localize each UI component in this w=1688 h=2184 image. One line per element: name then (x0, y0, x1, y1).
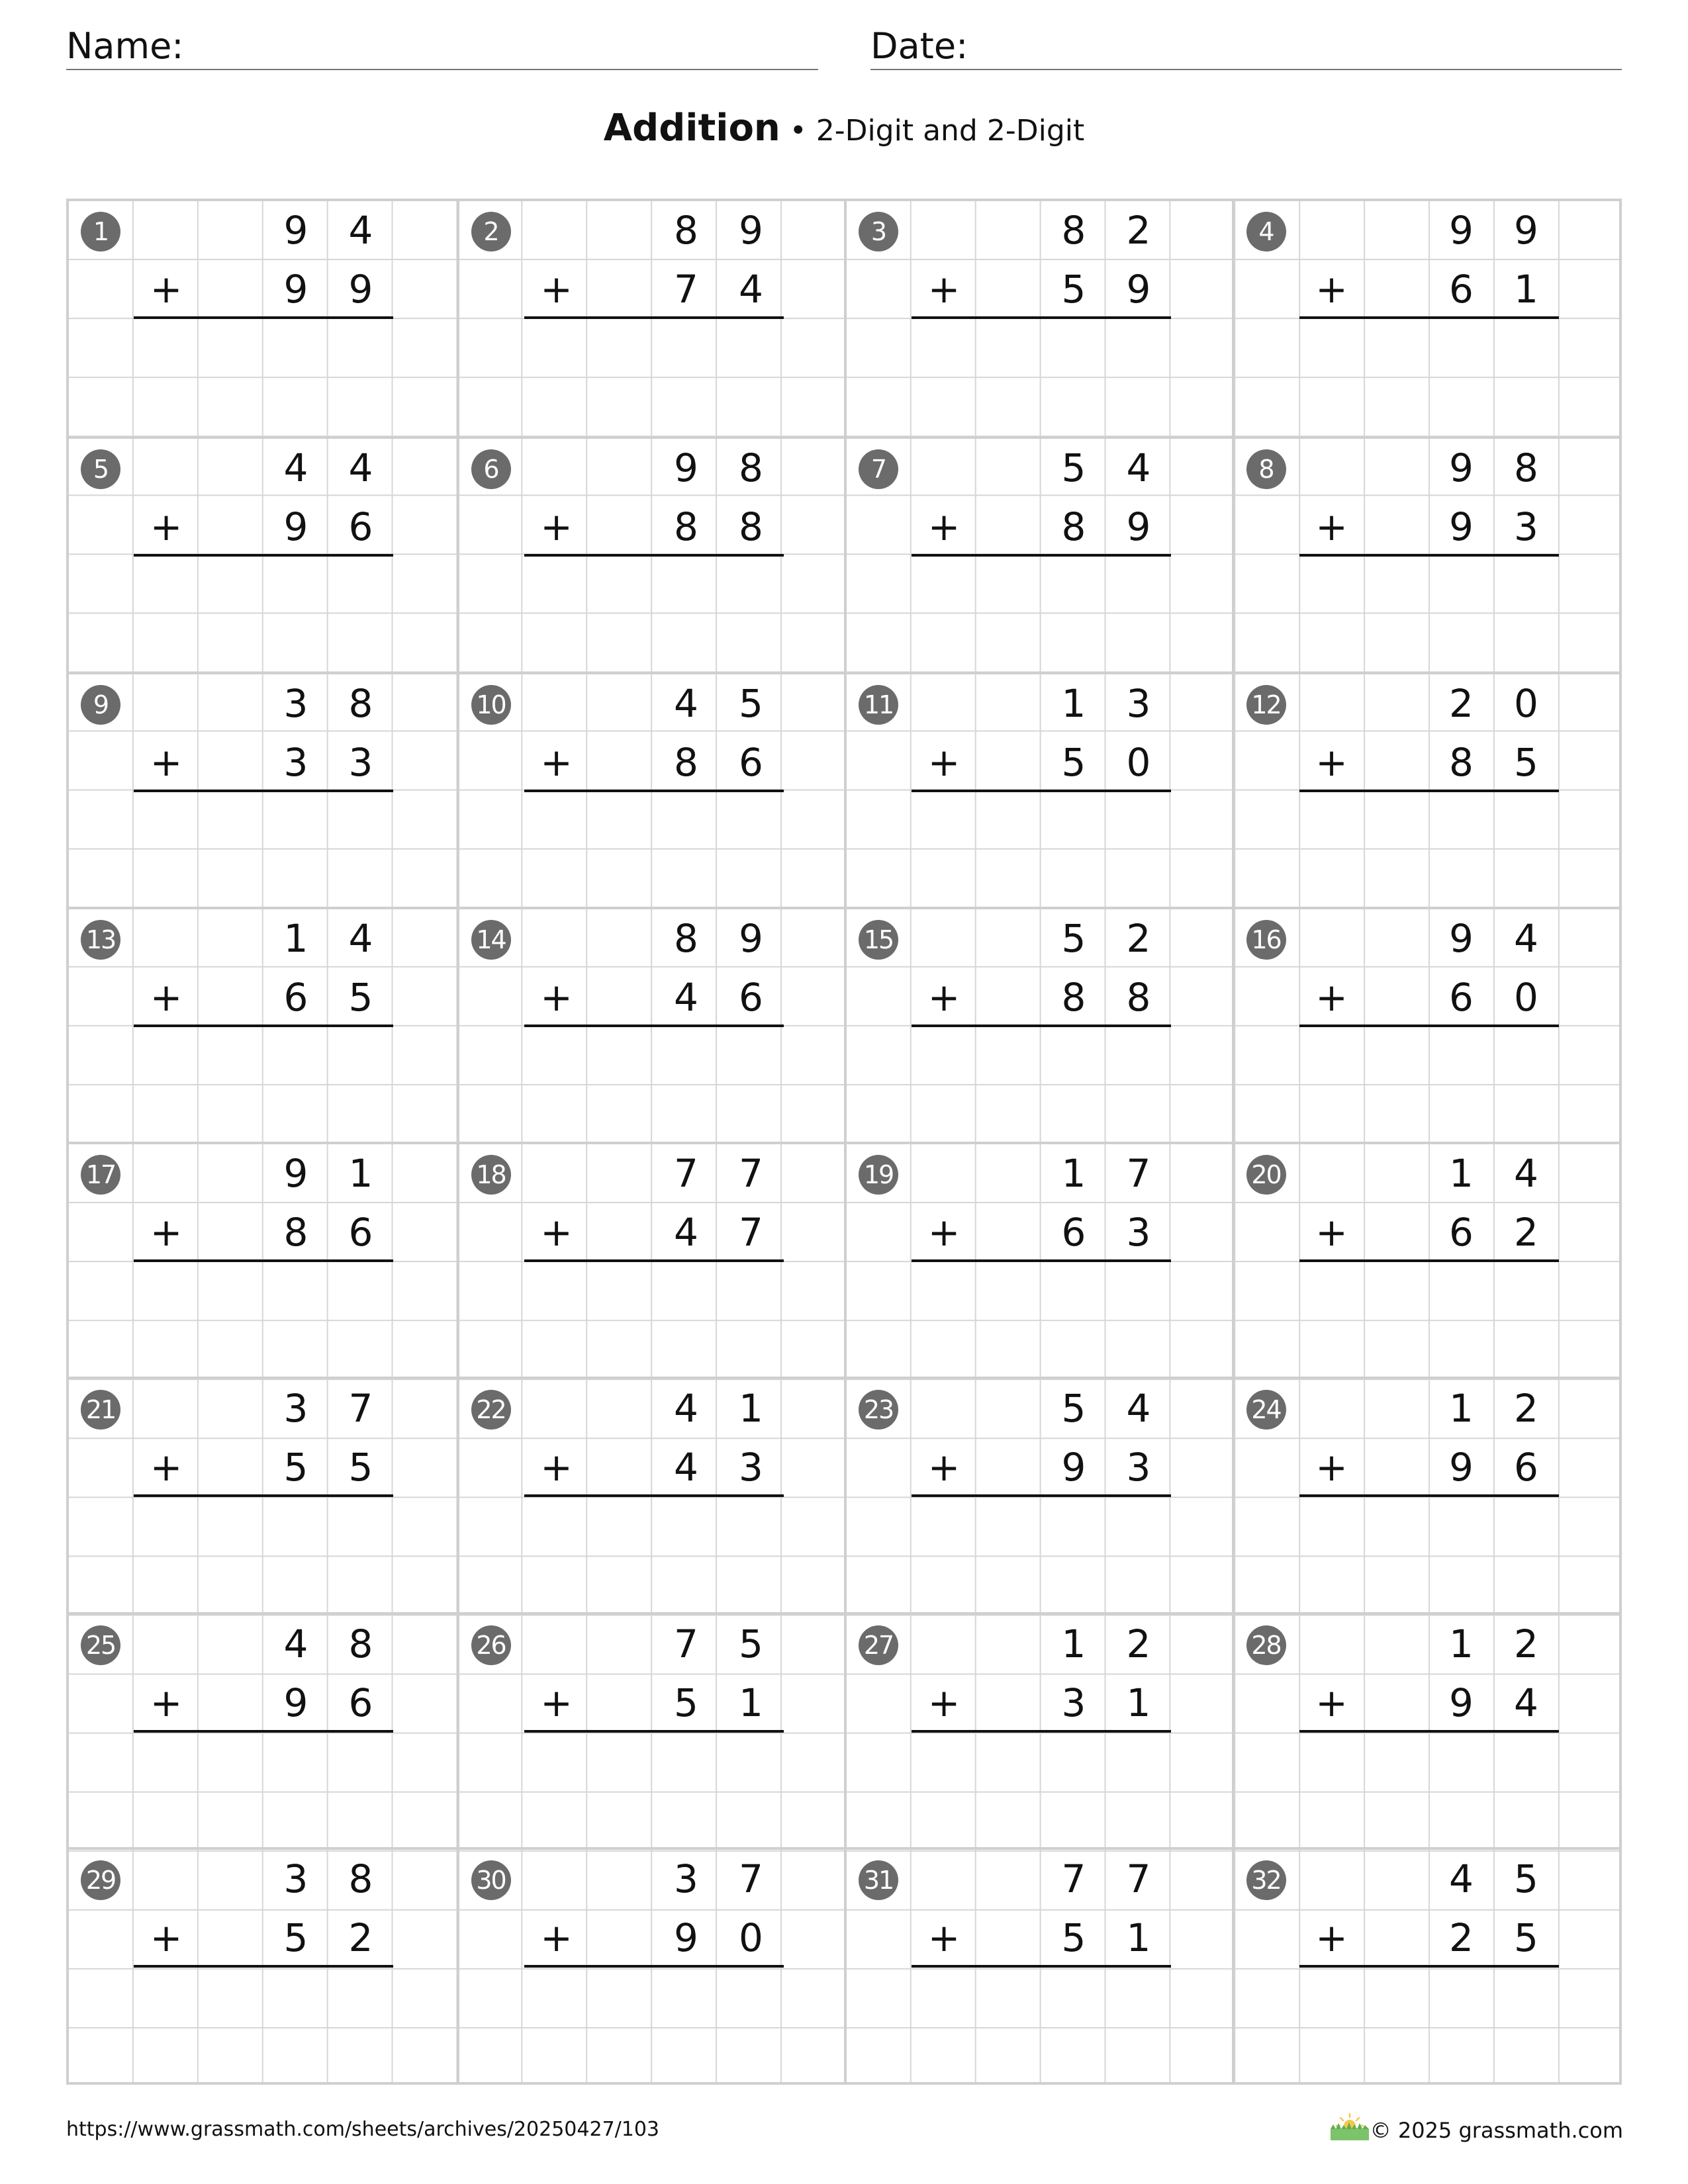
addend-top-tens-digit: 2 (1449, 680, 1474, 726)
addend-bottom-ones-digit: 3 (348, 739, 373, 785)
addend-top-ones-digit: 7 (739, 1151, 763, 1196)
answer-line (1299, 1730, 1559, 1733)
addend-top-tens-digit: 9 (1449, 208, 1474, 253)
problem-number-badge: 26 (471, 1625, 511, 1665)
addend-top-tens-digit: 4 (674, 680, 698, 726)
addend-top-ones-digit: 4 (348, 915, 373, 961)
answer-line (1299, 316, 1559, 319)
addend-bottom-ones-digit: 6 (739, 974, 763, 1020)
plus-sign: + (540, 1210, 573, 1255)
problem-number-badge: 25 (81, 1625, 120, 1665)
addend-bottom-ones-digit: 8 (1126, 974, 1151, 1020)
addend-top-tens-digit: 1 (1061, 1621, 1086, 1666)
plus-sign: + (927, 504, 961, 550)
answer-line (1299, 1259, 1559, 1262)
answer-line (912, 790, 1171, 792)
problem-number-badge: 18 (471, 1155, 511, 1195)
answer-line (524, 1730, 784, 1733)
addend-bottom-tens-digit: 9 (1449, 1680, 1474, 1725)
plus-sign: + (540, 267, 573, 312)
addend-top-tens-digit: 1 (1449, 1386, 1474, 1432)
answer-line (912, 1730, 1171, 1733)
problem-31 (844, 1847, 1233, 2083)
plus-sign: + (150, 1210, 183, 1255)
addend-top-tens-digit: 1 (1061, 680, 1086, 726)
addend-bottom-ones-digit: 4 (739, 267, 763, 312)
addend-top-tens-digit: 1 (1061, 1151, 1086, 1196)
addend-bottom-tens-digit: 8 (283, 1210, 308, 1255)
problem-32 (1232, 1847, 1621, 2083)
problem-12 (1232, 672, 1621, 907)
addend-top-ones-digit: 2 (1514, 1621, 1538, 1666)
addend-bottom-tens-digit: 9 (1449, 504, 1474, 550)
plus-sign: + (540, 1680, 573, 1725)
problem-4 (1232, 201, 1621, 437)
addend-bottom-ones-digit: 6 (348, 1680, 373, 1725)
addend-top-tens-digit: 8 (674, 208, 698, 253)
title-main: Addition (603, 107, 780, 150)
name-label: Name: (66, 25, 184, 67)
addend-bottom-tens-digit: 8 (1061, 974, 1086, 1020)
addend-bottom-ones-digit: 1 (1126, 1680, 1151, 1725)
plus-sign: + (150, 267, 183, 312)
problem-27 (844, 1612, 1233, 1848)
answer-line (912, 316, 1171, 319)
addend-top-tens-digit: 4 (1449, 1856, 1474, 1901)
problem-number-badge: 30 (471, 1860, 511, 1900)
answer-line (524, 1259, 784, 1262)
addend-top-ones-digit: 5 (739, 1621, 763, 1666)
addend-bottom-tens-digit: 5 (1061, 1915, 1086, 1960)
answer-line (524, 1965, 784, 1968)
answer-line (134, 1965, 393, 1968)
addend-top-ones-digit: 4 (348, 208, 373, 253)
problem-15 (844, 907, 1233, 1142)
answer-line (912, 1965, 1171, 1968)
problem-number-badge: 28 (1246, 1625, 1286, 1665)
problem-25 (69, 1612, 458, 1848)
worksheet-header (66, 24, 1622, 70)
problem-number-badge: 19 (859, 1155, 898, 1195)
addend-bottom-ones-digit: 3 (739, 1445, 763, 1490)
plus-sign: + (1315, 1915, 1348, 1960)
addend-top-ones-digit: 4 (348, 445, 373, 491)
addend-bottom-ones-digit: 3 (1126, 1445, 1151, 1490)
addend-top-tens-digit: 1 (283, 915, 308, 961)
plus-sign: + (540, 974, 573, 1020)
plus-sign: + (1315, 1445, 1348, 1490)
addend-top-ones-digit: 5 (1514, 1856, 1538, 1901)
plus-sign: + (927, 1680, 961, 1725)
problem-18 (457, 1142, 846, 1377)
addend-top-ones-digit: 2 (1126, 915, 1151, 961)
addend-bottom-ones-digit: 5 (348, 974, 373, 1020)
addend-bottom-tens-digit: 9 (283, 267, 308, 312)
plus-sign: + (540, 739, 573, 785)
addend-bottom-ones-digit: 0 (739, 1915, 763, 1960)
addend-bottom-tens-digit: 7 (674, 267, 698, 312)
problem-7 (844, 436, 1233, 672)
addend-top-tens-digit: 1 (1449, 1151, 1474, 1196)
addend-bottom-tens-digit: 2 (1449, 1915, 1474, 1960)
addend-bottom-tens-digit: 6 (1449, 267, 1474, 312)
addend-top-ones-digit: 9 (739, 208, 763, 253)
problem-9 (69, 672, 458, 907)
addend-bottom-tens-digit: 4 (674, 1445, 698, 1490)
problem-number-badge: 11 (859, 685, 898, 725)
problem-1 (69, 201, 458, 437)
addend-top-ones-digit: 8 (348, 1621, 373, 1666)
plus-sign: + (927, 267, 961, 312)
addend-top-ones-digit: 2 (1126, 208, 1151, 253)
answer-line (524, 554, 784, 557)
addend-bottom-ones-digit: 9 (1126, 504, 1151, 550)
addend-bottom-ones-digit: 6 (1514, 1445, 1538, 1490)
answer-line (912, 1494, 1171, 1497)
answer-line (524, 790, 784, 792)
addend-top-tens-digit: 9 (1449, 915, 1474, 961)
problem-23 (844, 1377, 1233, 1612)
addend-bottom-tens-digit: 5 (283, 1445, 308, 1490)
date-field[interactable] (870, 24, 1622, 70)
problem-17 (69, 1142, 458, 1377)
footer-url: https://www.grassmath.com/sheets/archives/20250427/103 (66, 2118, 660, 2141)
problem-8 (1232, 436, 1621, 672)
addend-bottom-ones-digit: 9 (348, 267, 373, 312)
plus-sign: + (927, 1445, 961, 1490)
addend-top-tens-digit: 5 (1061, 1386, 1086, 1432)
answer-line (1299, 1494, 1559, 1497)
addend-top-tens-digit: 9 (1449, 445, 1474, 491)
addend-top-tens-digit: 8 (1061, 208, 1086, 253)
addend-bottom-tens-digit: 5 (674, 1680, 698, 1725)
answer-line (1299, 1965, 1559, 1968)
addend-top-ones-digit: 8 (739, 445, 763, 491)
plus-sign: + (150, 504, 183, 550)
problem-number-badge: 10 (471, 685, 511, 725)
addend-top-ones-digit: 2 (1514, 1386, 1538, 1432)
addend-top-tens-digit: 4 (283, 445, 308, 491)
addend-bottom-ones-digit: 0 (1514, 974, 1538, 1020)
plus-sign: + (1315, 974, 1348, 1020)
answer-line (134, 1024, 393, 1027)
addend-bottom-tens-digit: 9 (1449, 1445, 1474, 1490)
addend-bottom-tens-digit: 4 (674, 1210, 698, 1255)
addend-top-ones-digit: 8 (348, 1856, 373, 1901)
addend-top-ones-digit: 4 (1514, 915, 1538, 961)
answer-line (134, 790, 393, 792)
problem-grid (66, 199, 1622, 2085)
addend-top-ones-digit: 2 (1126, 1621, 1151, 1666)
addend-bottom-tens-digit: 9 (1061, 1445, 1086, 1490)
addend-bottom-tens-digit: 5 (1061, 739, 1086, 785)
answer-line (134, 316, 393, 319)
addend-bottom-ones-digit: 2 (1514, 1210, 1538, 1255)
addend-top-tens-digit: 7 (674, 1151, 698, 1196)
addend-top-tens-digit: 9 (283, 208, 308, 253)
problem-number-badge: 13 (81, 920, 120, 960)
problem-28 (1232, 1612, 1621, 1848)
answer-line (1299, 790, 1559, 792)
problem-number-badge: 22 (471, 1390, 511, 1430)
addend-top-ones-digit: 9 (1514, 208, 1538, 253)
worksheet-title (0, 102, 1688, 163)
addend-bottom-tens-digit: 5 (1061, 267, 1086, 312)
problem-number-badge: 4 (1246, 212, 1286, 251)
addend-bottom-ones-digit: 8 (739, 504, 763, 550)
addend-top-ones-digit: 7 (348, 1386, 373, 1432)
problem-number-badge: 14 (471, 920, 511, 960)
addend-top-tens-digit: 3 (283, 1386, 308, 1432)
answer-line (134, 1730, 393, 1733)
footer-copyright: © 2025 grassmath.com (1370, 2118, 1623, 2143)
plus-sign: + (1315, 1210, 1348, 1255)
answer-line (524, 1024, 784, 1027)
problem-number-badge: 9 (81, 685, 120, 725)
problem-11 (844, 672, 1233, 907)
addend-top-ones-digit: 8 (348, 680, 373, 726)
addend-top-tens-digit: 1 (1449, 1621, 1474, 1666)
addend-bottom-ones-digit: 6 (739, 739, 763, 785)
addend-top-ones-digit: 7 (1126, 1151, 1151, 1196)
plus-sign: + (1315, 267, 1348, 312)
problem-2 (457, 201, 846, 437)
problem-number-badge: 16 (1246, 920, 1286, 960)
addend-top-tens-digit: 3 (283, 680, 308, 726)
problem-26 (457, 1612, 846, 1848)
addend-bottom-tens-digit: 9 (674, 1915, 698, 1960)
addend-top-ones-digit: 4 (1126, 445, 1151, 491)
addend-bottom-tens-digit: 8 (1061, 504, 1086, 550)
addend-top-tens-digit: 5 (1061, 915, 1086, 961)
answer-line (1299, 554, 1559, 557)
addend-bottom-tens-digit: 8 (1449, 739, 1474, 785)
plus-sign: + (927, 974, 961, 1020)
problem-number-badge: 5 (81, 449, 120, 489)
addend-top-tens-digit: 3 (283, 1856, 308, 1901)
addend-top-ones-digit: 0 (1514, 680, 1538, 726)
plus-sign: + (150, 974, 183, 1020)
addend-top-ones-digit: 1 (348, 1151, 373, 1196)
date-label: Date: (870, 25, 968, 67)
answer-line (912, 1259, 1171, 1262)
addend-bottom-tens-digit: 6 (1449, 974, 1474, 1020)
addend-top-ones-digit: 4 (1126, 1386, 1151, 1432)
addend-bottom-tens-digit: 4 (674, 974, 698, 1020)
problem-number-badge: 27 (859, 1625, 898, 1665)
addend-bottom-tens-digit: 8 (674, 739, 698, 785)
name-field[interactable] (66, 24, 818, 70)
addend-bottom-ones-digit: 3 (1514, 504, 1538, 550)
answer-line (524, 1494, 784, 1497)
addend-bottom-ones-digit: 6 (348, 504, 373, 550)
title-subtitle: • 2-Digit and 2-Digit (780, 114, 1085, 148)
addend-top-ones-digit: 9 (739, 915, 763, 961)
addend-bottom-ones-digit: 5 (1514, 1915, 1538, 1960)
addend-top-ones-digit: 5 (739, 680, 763, 726)
problem-number-badge: 31 (859, 1860, 898, 1900)
problem-number-badge: 1 (81, 212, 120, 251)
problem-number-badge: 12 (1246, 685, 1286, 725)
addend-bottom-ones-digit: 1 (1126, 1915, 1151, 1960)
problem-13 (69, 907, 458, 1142)
addend-top-tens-digit: 5 (1061, 445, 1086, 491)
problem-19 (844, 1142, 1233, 1377)
addend-bottom-tens-digit: 8 (674, 504, 698, 550)
problem-14 (457, 907, 846, 1142)
answer-line (912, 554, 1171, 557)
addend-bottom-ones-digit: 5 (1514, 739, 1538, 785)
addend-bottom-ones-digit: 7 (739, 1210, 763, 1255)
addend-bottom-tens-digit: 9 (283, 504, 308, 550)
addend-bottom-tens-digit: 9 (283, 1680, 308, 1725)
addend-bottom-ones-digit: 3 (1126, 1210, 1151, 1255)
addend-top-tens-digit: 3 (674, 1856, 698, 1901)
plus-sign: + (540, 1915, 573, 1960)
addend-top-ones-digit: 1 (739, 1386, 763, 1432)
grass-sun-logo-icon (1327, 2109, 1373, 2142)
problem-number-badge: 7 (859, 449, 898, 489)
problem-24 (1232, 1377, 1621, 1612)
problem-20 (1232, 1142, 1621, 1377)
plus-sign: + (150, 739, 183, 785)
plus-sign: + (150, 1445, 183, 1490)
addend-bottom-tens-digit: 3 (1061, 1680, 1086, 1725)
problem-number-badge: 20 (1246, 1155, 1286, 1195)
addend-top-tens-digit: 9 (283, 1151, 308, 1196)
plus-sign: + (927, 739, 961, 785)
addend-top-tens-digit: 8 (674, 915, 698, 961)
plus-sign: + (927, 1915, 961, 1960)
addend-bottom-tens-digit: 3 (283, 739, 308, 785)
plus-sign: + (927, 1210, 961, 1255)
answer-line (134, 1494, 393, 1497)
problem-number-badge: 3 (859, 212, 898, 251)
addend-top-ones-digit: 4 (1514, 1151, 1538, 1196)
problem-6 (457, 436, 846, 672)
problem-number-badge: 24 (1246, 1390, 1286, 1430)
plus-sign: + (150, 1915, 183, 1960)
problem-number-badge: 2 (471, 212, 511, 251)
addend-bottom-ones-digit: 4 (1514, 1680, 1538, 1725)
problem-number-badge: 21 (81, 1390, 120, 1430)
problem-number-badge: 15 (859, 920, 898, 960)
addend-bottom-ones-digit: 2 (348, 1915, 373, 1960)
problem-number-badge: 29 (81, 1860, 120, 1900)
plus-sign: + (1315, 739, 1348, 785)
problem-number-badge: 32 (1246, 1860, 1286, 1900)
problem-29 (69, 1847, 458, 2083)
plus-sign: + (150, 1680, 183, 1725)
addend-bottom-tens-digit: 6 (283, 974, 308, 1020)
addend-bottom-ones-digit: 0 (1126, 739, 1151, 785)
problem-30 (457, 1847, 846, 2083)
problem-16 (1232, 907, 1621, 1142)
plus-sign: + (1315, 504, 1348, 550)
addend-bottom-tens-digit: 6 (1449, 1210, 1474, 1255)
plus-sign: + (540, 1445, 573, 1490)
addend-bottom-ones-digit: 9 (1126, 267, 1151, 312)
addend-bottom-ones-digit: 5 (348, 1445, 373, 1490)
problem-3 (844, 201, 1233, 437)
addend-bottom-tens-digit: 5 (283, 1915, 308, 1960)
addend-top-tens-digit: 4 (283, 1621, 308, 1666)
addend-bottom-tens-digit: 6 (1061, 1210, 1086, 1255)
answer-line (134, 554, 393, 557)
answer-line (1299, 1024, 1559, 1027)
addend-top-ones-digit: 7 (1126, 1856, 1151, 1901)
problem-number-badge: 23 (859, 1390, 898, 1430)
answer-line (524, 316, 784, 319)
problem-5 (69, 436, 458, 672)
addend-top-tens-digit: 4 (674, 1386, 698, 1432)
addend-bottom-ones-digit: 1 (1514, 267, 1538, 312)
problem-number-badge: 17 (81, 1155, 120, 1195)
problem-22 (457, 1377, 846, 1612)
answer-line (912, 1024, 1171, 1027)
addend-top-tens-digit: 9 (674, 445, 698, 491)
problem-21 (69, 1377, 458, 1612)
addend-top-ones-digit: 7 (739, 1856, 763, 1901)
addend-top-tens-digit: 7 (674, 1621, 698, 1666)
addend-top-ones-digit: 8 (1514, 445, 1538, 491)
answer-line (134, 1259, 393, 1262)
problem-10 (457, 672, 846, 907)
addend-bottom-ones-digit: 6 (348, 1210, 373, 1255)
addend-top-tens-digit: 7 (1061, 1856, 1086, 1901)
plus-sign: + (540, 504, 573, 550)
plus-sign: + (1315, 1680, 1348, 1725)
problem-number-badge: 6 (471, 449, 511, 489)
addend-bottom-ones-digit: 1 (739, 1680, 763, 1725)
problem-number-badge: 8 (1246, 449, 1286, 489)
addend-top-ones-digit: 3 (1126, 680, 1151, 726)
